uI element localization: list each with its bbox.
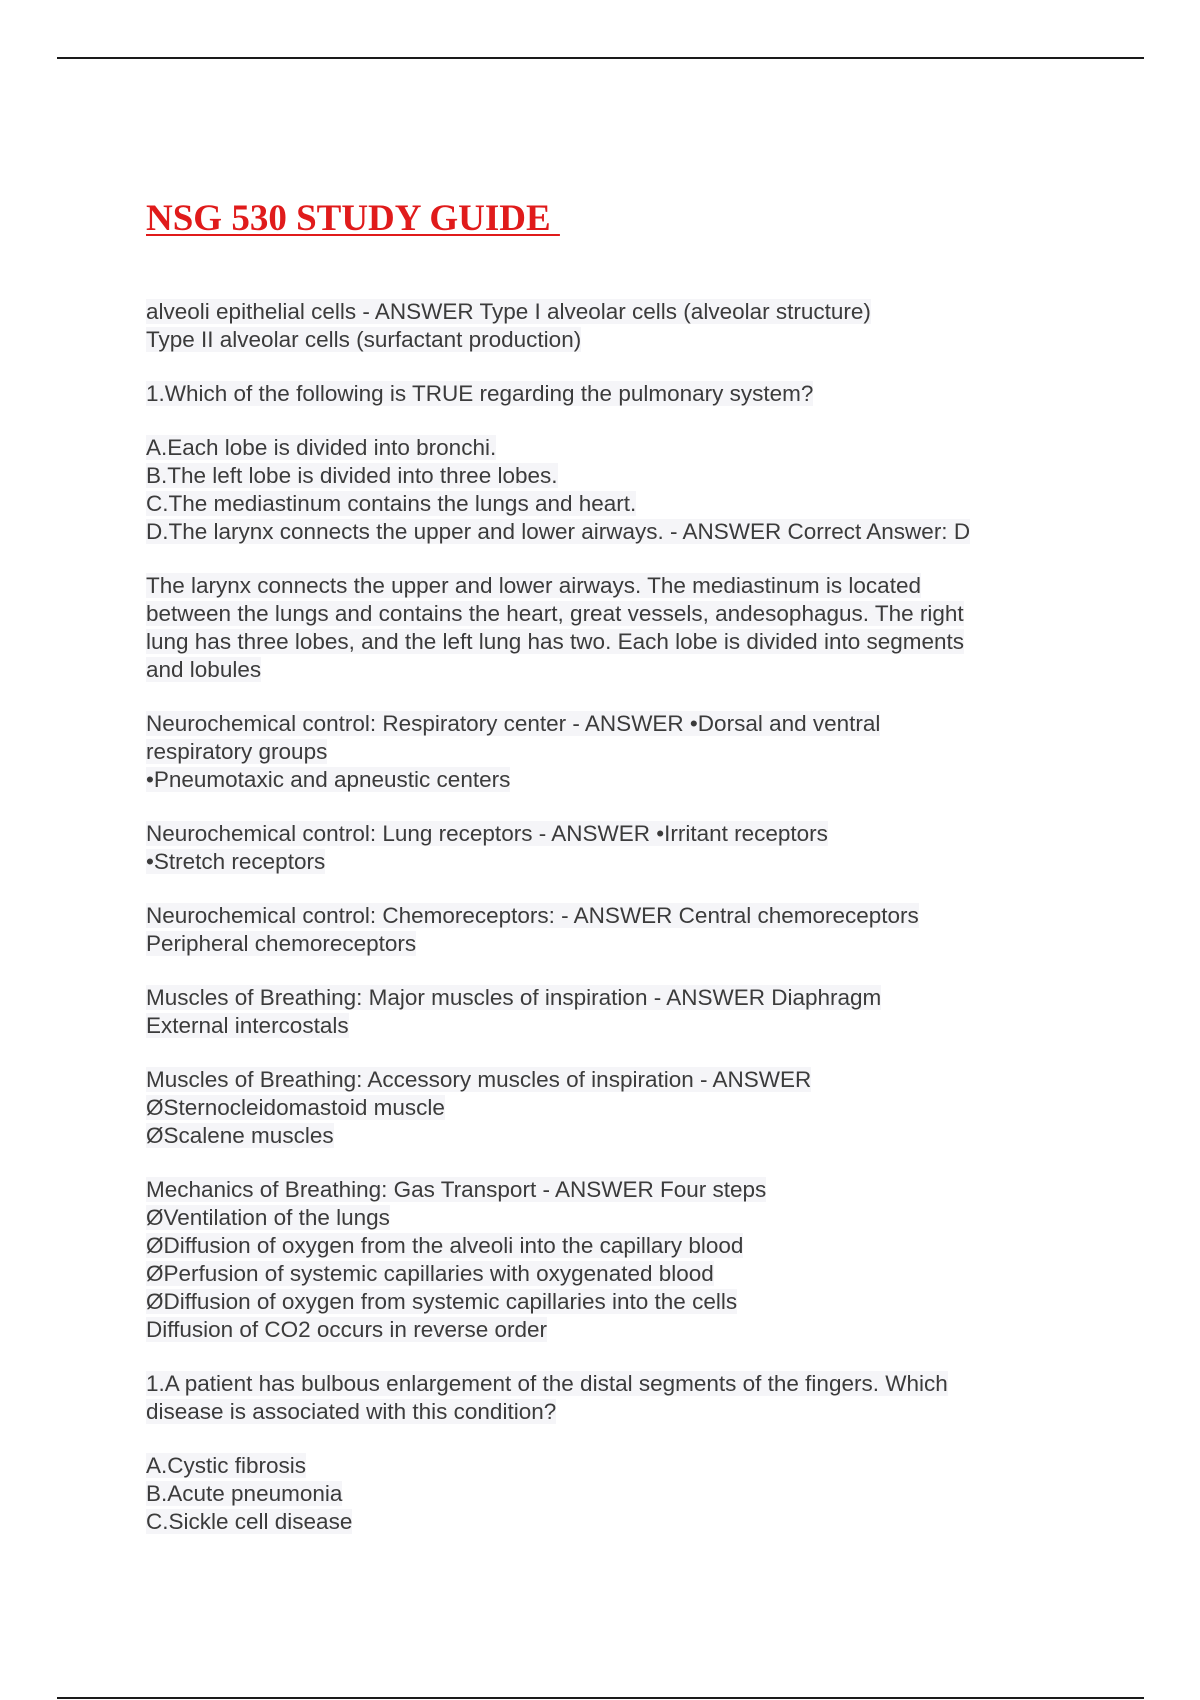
text-line [146, 1094, 1066, 1122]
text-line [146, 1370, 1066, 1398]
text-line-content: Muscles of Breathing: Accessory muscles of inspiration - ANSWER [146, 1067, 812, 1092]
text-line [146, 820, 1066, 848]
text-line-content: Type II alveolar cells (surfactant production) [146, 327, 582, 352]
text-line-content: Neurochemical control: Chemoreceptors: - ANSWER Central chemoreceptors [146, 903, 919, 928]
text-line [146, 1452, 1066, 1480]
text-line [146, 326, 1066, 354]
page-bottom-rule [57, 1697, 1144, 1699]
document-title: NSG 530 STUDY GUIDE [146, 198, 560, 239]
text-line-content: Diffusion of CO2 occurs in reverse order [146, 1317, 548, 1342]
text-line-content: 1.A patient has bulbous enlargement of the distal segments of the fingers. Which [146, 1371, 948, 1396]
text-line [146, 930, 1066, 958]
text-block [146, 298, 1066, 354]
text-line-content: ØScalene muscles [146, 1123, 334, 1148]
text-line [146, 738, 1066, 766]
text-block [146, 984, 1066, 1040]
text-line [146, 1204, 1066, 1232]
text-line-content: D.The larynx connects the upper and lower airways. - ANSWER Correct Answer: D [146, 519, 971, 544]
text-line [146, 1288, 1066, 1316]
text-line-content: ØPerfusion of systemic capillaries with oxygenated blood [146, 1261, 714, 1286]
text-line [146, 1480, 1066, 1508]
text-line-content: Peripheral chemoreceptors [146, 931, 417, 956]
text-line [146, 1176, 1066, 1204]
text-line [146, 628, 1066, 656]
text-line [146, 984, 1066, 1012]
text-line-content: C.The mediastinum contains the lungs and heart. [146, 491, 637, 516]
text-line [146, 1012, 1066, 1040]
text-line [146, 380, 1066, 408]
text-line-content: ØSternocleidomastoid muscle [146, 1095, 445, 1120]
text-block [146, 380, 1066, 408]
text-line-content: ØDiffusion of oxygen from the alveoli into the capillary blood [146, 1233, 744, 1258]
text-line-content: A.Each lobe is divided into bronchi. [146, 435, 497, 460]
text-line-content: B.Acute pneumonia [146, 1481, 343, 1506]
text-line-content: alveoli epithelial cells - ANSWER Type I alveolar cells (alveolar structure) [146, 299, 871, 324]
document-body [146, 298, 1066, 1562]
text-line [146, 434, 1066, 462]
text-line-content: Neurochemical control: Respiratory center - ANSWER •Dorsal and ventral [146, 711, 881, 736]
text-line-content: •Stretch receptors [146, 849, 326, 874]
text-line [146, 298, 1066, 326]
text-line [146, 1316, 1066, 1344]
text-line-content: ØDiffusion of oxygen from systemic capillaries into the cells [146, 1289, 738, 1314]
text-line-content: External intercostals [146, 1013, 349, 1038]
text-line-content: between the lungs and contains the heart, great vessels, andesophagus. The right [146, 601, 964, 626]
text-line [146, 902, 1066, 930]
text-line-content: The larynx connects the upper and lower airways. The mediastinum is located [146, 573, 921, 598]
text-line [146, 848, 1066, 876]
text-block [146, 1176, 1066, 1344]
text-line [146, 1232, 1066, 1260]
text-line [146, 572, 1066, 600]
text-line-content: 1.Which of the following is TRUE regarding the pulmonary system? [146, 381, 814, 406]
text-block [146, 434, 1066, 546]
text-line [146, 656, 1066, 684]
text-block [146, 1370, 1066, 1426]
text-line-content: disease is associated with this condition? [146, 1399, 557, 1424]
text-line-content: A.Cystic fibrosis [146, 1453, 307, 1478]
text-line-content: respiratory groups [146, 739, 328, 764]
text-line [146, 1066, 1066, 1094]
page-top-rule [57, 57, 1144, 59]
text-block [146, 1452, 1066, 1536]
text-line-content: B.The left lobe is divided into three lobes. [146, 463, 558, 488]
text-block [146, 572, 1066, 684]
text-line [146, 490, 1066, 518]
text-line-content: and lobules [146, 657, 262, 682]
text-line [146, 710, 1066, 738]
text-block [146, 1066, 1066, 1150]
text-line [146, 1122, 1066, 1150]
text-line [146, 1260, 1066, 1288]
text-block [146, 710, 1066, 794]
text-block [146, 902, 1066, 958]
text-line-content: ØVentilation of the lungs [146, 1205, 390, 1230]
text-line-content: Mechanics of Breathing: Gas Transport - ANSWER Four steps [146, 1177, 767, 1202]
text-line [146, 518, 1066, 546]
text-line-content: Muscles of Breathing: Major muscles of inspiration - ANSWER Diaphragm [146, 985, 882, 1010]
text-line [146, 600, 1066, 628]
text-line [146, 766, 1066, 794]
text-line-content: •Pneumotaxic and apneustic centers [146, 767, 511, 792]
text-line [146, 1508, 1066, 1536]
text-line-content: Neurochemical control: Lung receptors - ANSWER •Irritant receptors [146, 821, 828, 846]
text-line-content: lung has three lobes, and the left lung has two. Each lobe is divided into segments [146, 629, 965, 654]
text-block [146, 820, 1066, 876]
text-line-content: C.Sickle cell disease [146, 1509, 353, 1534]
text-line [146, 1398, 1066, 1426]
text-line [146, 462, 1066, 490]
